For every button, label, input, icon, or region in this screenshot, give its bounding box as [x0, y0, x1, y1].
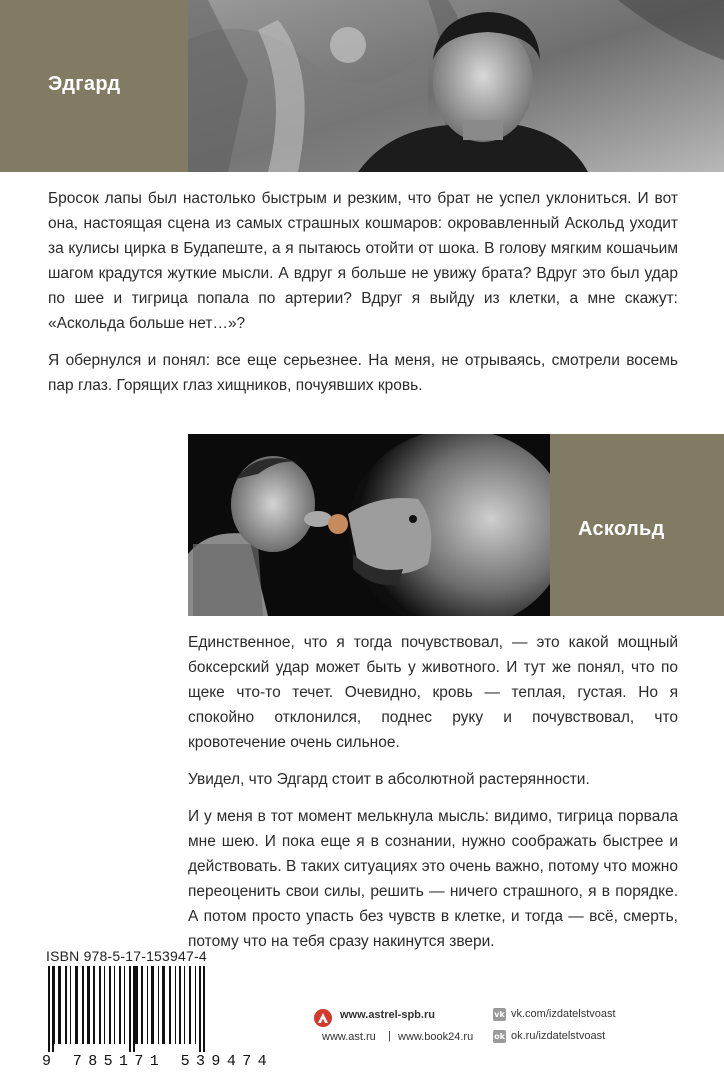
isbn-label: ISBN 978-5-17-153947-4 [46, 948, 207, 964]
middle-photo [188, 434, 550, 616]
barcode-bar [133, 966, 135, 1052]
barcode-bar [104, 966, 105, 1044]
barcode-bar [70, 966, 71, 1044]
text-block-top [48, 186, 678, 410]
barcode-bar [135, 966, 138, 1044]
barcode-bar [54, 966, 55, 1044]
paragraph: Бросок лапы был настолько быстрым и резким, что брат не успел уклониться. И вот она, настоящая сцена из самых страшных кошмаров: окровавленный Аскольд уходит за кулисы цирка в Будапеште, а я пытаюсь отойти от шока. В голову мягким кошачьим шагом крадутся жуткие мысли. А вдруг я больше не увижу брата? Вдруг это был удар по шее и тигрица попала по артерии? Вдруг я выйду из клетки, а мне скажут: «Аскольда больше нет…»? [48, 190, 678, 332]
barcode-bar [129, 966, 131, 1052]
barcode-bar [48, 966, 50, 1052]
barcode-bar [114, 966, 115, 1044]
site-ast-link[interactable]: www.ast.ru [322, 1031, 376, 1043]
ok-icon: ok [494, 1032, 505, 1041]
name-label-askold [550, 434, 724, 616]
barcode-bar [109, 966, 111, 1044]
barcode-bar [203, 966, 205, 1052]
name-label-text: Эдгард [48, 73, 121, 95]
top-photo [188, 0, 724, 172]
paragraph: Я обернулся и понял: все еще серьезнее. На меня, не отрываясь, смотрели восемь пар глаз. Горящих глаз хищников, почуявших кровь. [48, 352, 678, 394]
barcode-bar [141, 966, 143, 1044]
barcode-bar [162, 966, 165, 1044]
barcode-bar [184, 966, 185, 1044]
barcode-icon [40, 966, 284, 1052]
barcode-digits: 9 785171 539474 [42, 1053, 274, 1070]
barcode-bar [158, 966, 159, 1044]
ok-link[interactable]: ok.ru/izdatelstvoast [511, 1030, 606, 1042]
barcode-bar [124, 966, 125, 1044]
barcode-bar [65, 966, 67, 1044]
paragraph: И у меня в тот момент мелькнула мысль: видимо, тигрица порвала мне шею. И пока еще я в сознании, нужно соображать быстрее и действовать. В таких ситуациях это очень важно, потому что можно переоценить свои силы, решить — ничего страшного, я в порядке. А потом просто упасть без чувств в клетке, и тогда — всё, смерть, потому что на тебя сразу накинутся звери. [188, 808, 678, 950]
barcode-bar [75, 966, 78, 1044]
barcode-bar [82, 966, 84, 1044]
man-and-lion-photo [188, 434, 550, 616]
barcode-bar [199, 966, 201, 1052]
vk-link[interactable]: vk.com/izdatelstvoast [511, 1008, 616, 1020]
barcode-bar [58, 966, 61, 1044]
barcode-bar [169, 966, 171, 1044]
barcode-bar [119, 966, 121, 1044]
site-book24-link[interactable]: www.book24.ru [398, 1031, 474, 1043]
barcode-bar [189, 966, 191, 1044]
paragraph: Увидел, что Эдгард стоит в абсолютной растерянности. [188, 771, 590, 788]
name-label-edgard [0, 0, 188, 172]
name-label-text: Аскольд [578, 518, 665, 540]
barcode-bar [147, 966, 148, 1044]
text-block-bottom [188, 630, 678, 966]
publisher-logo-icon [314, 1009, 332, 1027]
barcode-bar [151, 966, 154, 1044]
site-astrel-link[interactable]: www.astrel-spb.ru [340, 1009, 435, 1021]
barcode-bar [195, 966, 196, 1044]
barcode-bar [179, 966, 181, 1044]
barcode-bar [87, 966, 90, 1044]
barcode-bar [93, 966, 95, 1044]
paragraph: Единственное, что я тогда почувствовал, — это какой мощный боксерский удар может быть у животного. И тут же понял, что по щеке что-то течет. Очевидно, кровь — теплая, густая. Но я спокойно отклонился, поднес руку и почувствовал, что кровотечение очень сильное. [188, 634, 678, 751]
barcode-bar [99, 966, 101, 1044]
barcode-bar [52, 966, 54, 1052]
barcode-bar [175, 966, 176, 1044]
vk-icon: vk [494, 1010, 505, 1019]
link-separator: | [388, 1030, 391, 1042]
person-portrait-photo [188, 0, 724, 172]
